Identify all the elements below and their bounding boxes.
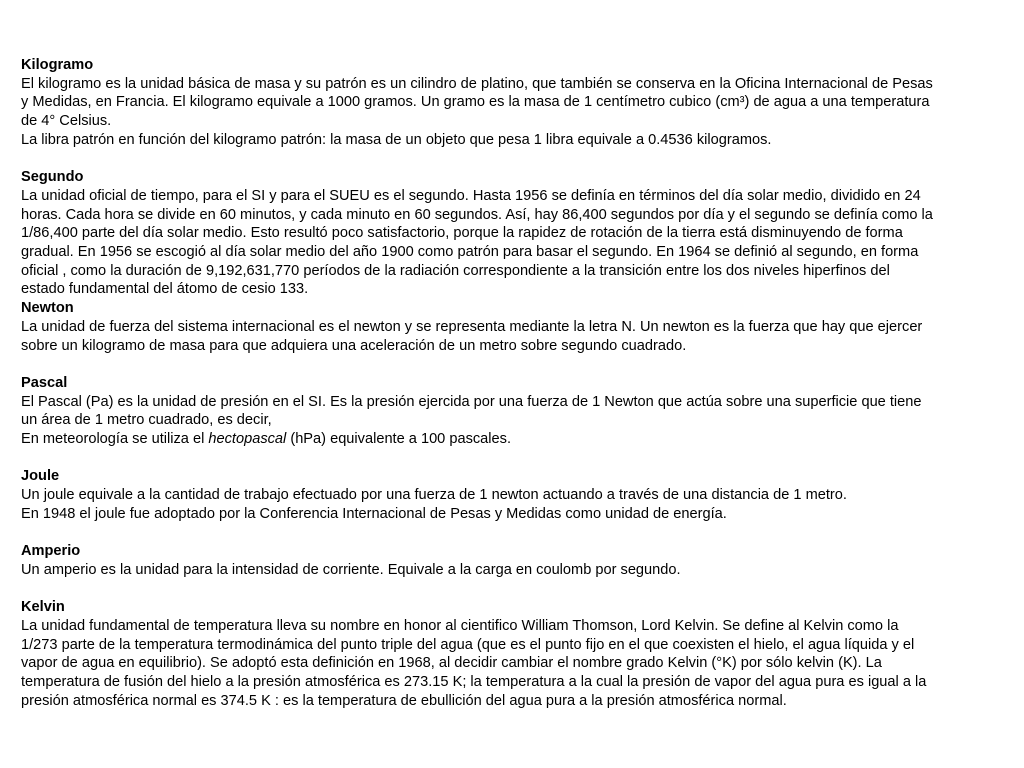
- pascal-line: El Pascal (Pa) es la unidad de presión en el SI. Es la presión ejercida por una fuerza de 1 Newton que actúa sobre una superficie que tiene: [21, 393, 922, 410]
- kilogramo-line: La libra patrón en función del kilogramo patrón: la masa de un objeto que pesa 1 libra equivale a 0.4536 kilogramos.: [21, 131, 772, 148]
- segundo-line: horas. Cada hora se divide en 60 minutos, y cada minuto en 60 segundos. Así, hay 86,400 segundos por día y el segundo se definía como la: [21, 206, 933, 223]
- heading-segundo: Segundo: [21, 169, 84, 186]
- kelvin-line: temperatura de fusión del hielo a la presión atmosférica es 273.15 K; la temperatura a la cual la presión de vapor del agua pura es igual a la: [21, 674, 927, 691]
- heading-pascal: Pascal: [21, 374, 68, 391]
- section-kelvin: [21, 598, 1006, 710]
- heading-joule: Joule: [21, 468, 60, 485]
- section-joule: [21, 467, 1006, 523]
- kilogramo-line: El kilogramo es la unidad básica de masa y su patrón es un cilindro de platino, que también se conserva en la Oficina Internacional de Pesas: [21, 75, 933, 92]
- spacer: [21, 524, 1006, 543]
- segundo-line: 1/86,400 parte del día solar medio. Esto resultó poco satisfactorio, porque la rapidez de rotación de la tierra está disminuyendo de forma: [21, 225, 903, 242]
- spacer: [21, 355, 1006, 374]
- newton-line: sobre un kilogramo de masa para que adquiera una aceleración de un metro sobre segundo cuadrado.: [21, 337, 687, 354]
- kelvin-line: 1/273 parte de la temperatura termodinámica del punto triple del agua (que es el punto fijo en el que coexisten el hielo, el agua líquida y el: [21, 636, 915, 653]
- pascal-meteorologia-line: [21, 430, 1006, 449]
- segundo-line: gradual. En 1956 se escogió al día solar medio del año 1900 como patrón para basar el segundo. En 1964 se definió al segundo, en forma: [21, 244, 919, 261]
- heading-newton: Newton: [21, 300, 74, 317]
- amperio-line: Un amperio es la unidad para la intensidad de corriente. Equivale a la carga en coulomb por segundo.: [21, 561, 681, 578]
- hectopascal-term: hectopascal: [208, 431, 287, 448]
- kelvin-line: presión atmosférica normal es 374.5 K : es la temperatura de ebullición del agua pura a la presión atmosférica normal.: [21, 692, 787, 709]
- spacer: [21, 150, 1006, 169]
- heading-kilogramo: Kilogramo: [21, 57, 94, 73]
- kelvin-line: vapor de agua en equilibrio). Se adoptó esta definición en 1968, al decidir cambiar el nombre grado Kelvin (°K) por sólo kelvin (K). La: [21, 655, 882, 672]
- joule-line: En 1948 el joule fue adoptado por la Conferencia Internacional de Pesas y Medidas como unidad de energía.: [21, 505, 727, 522]
- segundo-line: oficial , como la duración de 9,192,631,770 períodos de la radiación correspondiente a la transición entre los dos niveles hiperfinos del: [21, 262, 890, 279]
- spacer: [21, 449, 1006, 468]
- pascal-meteo-suffix: (hPa) equivalente a 100 pascales.: [286, 431, 512, 448]
- heading-amperio: Amperio: [21, 543, 81, 560]
- heading-kelvin: Kelvin: [21, 599, 65, 616]
- segundo-line: estado fundamental del átomo de cesio 133.: [21, 281, 309, 298]
- kilogramo-line: y Medidas, en Francia. El kilogramo equivale a 1000 gramos. Un gramo es la masa de 1 centímetro cubico (cm³) de agua a una temperatura: [21, 94, 930, 111]
- pascal-meteo-prefix: En meteorología se utiliza el: [21, 431, 209, 448]
- section-segundo: [21, 168, 1006, 299]
- segundo-line: La unidad oficial de tiempo, para el SI y para el SUEU es el segundo. Hasta 1956 se definía en términos del día solar medio, dividido en 24: [21, 187, 921, 204]
- kilogramo-line: de 4° Celsius.: [21, 113, 112, 130]
- spacer: [21, 580, 1006, 599]
- section-newton: [21, 299, 1006, 355]
- section-pascal: [21, 374, 1006, 449]
- pascal-line: un área de 1 metro cuadrado, es decir,: [21, 412, 272, 429]
- document-page: [21, 56, 1006, 711]
- joule-line: Un joule equivale a la cantidad de trabajo efectuado por una fuerza de 1 newton actuando a través de una distancia de 1 metro.: [21, 487, 847, 504]
- newton-line: La unidad de fuerza del sistema internacional es el newton y se representa mediante la letra N. Un newton es la fuerza que hay que ejercer: [21, 318, 923, 335]
- section-amperio: [21, 542, 1006, 579]
- kelvin-line: La unidad fundamental de temperatura lleva su nombre en honor al cientifico William Thomson, Lord Kelvin. Se define al Kelvin como la: [21, 618, 899, 635]
- section-kilogramo: [21, 56, 1006, 150]
